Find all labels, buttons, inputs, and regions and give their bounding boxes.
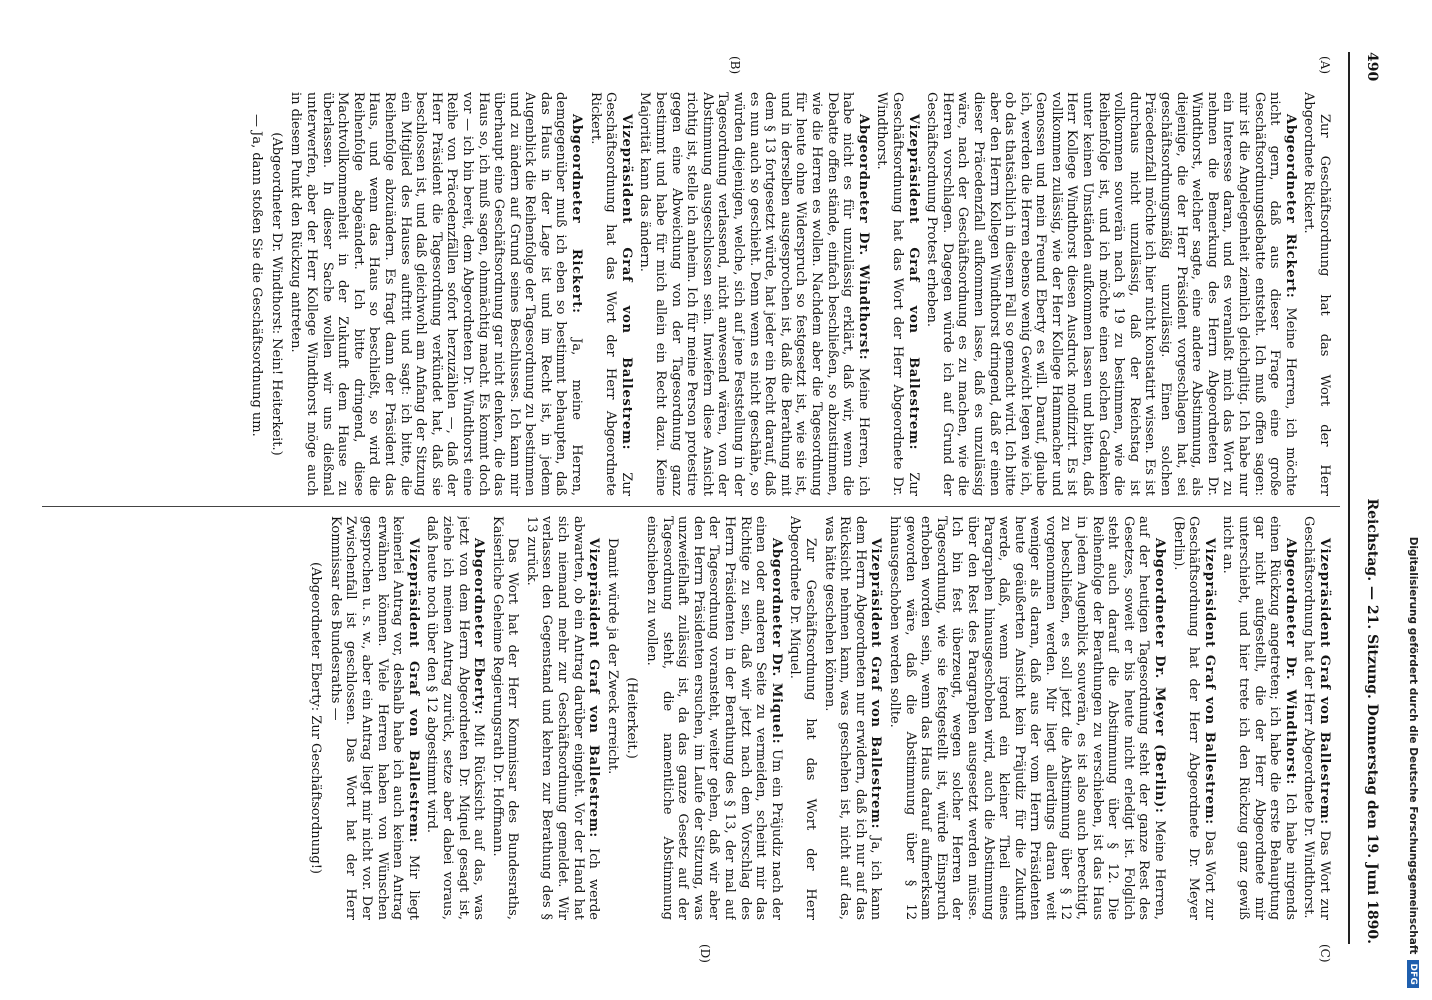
speaker-name: Abgeordneter Dr. Windthorst: — [855, 114, 871, 361]
speech-paragraph — [821, 516, 883, 920]
speaker-name: Abgeordneter Eberty: — [471, 538, 487, 716]
page-number: 490 — [1364, 52, 1380, 82]
paragraph-text: Das Wort hat der Herr Kommissar des Bundesraths, Kaiserliche Geheime Regierungsrath Dr. Hoffmann. — [489, 516, 521, 920]
paragraph-text: Das Wort zur Geschäftsordnung hat der Herr Abgeordnete Dr. Meyer (Berlin). — [1170, 516, 1217, 920]
paragraph-text: Meine Herren, auf der heutigen Tagesordnung steht der ganze Rest des Gesetzes, soweit er bis heute nicht erledigt ist. Folglich steht auch darauf die Abstimmung über § 12. Die Reihenfolge der Berathungen zu verschieben, ist das Haus in jedem Augenblick souverän, es ist also auch berechtigt, zu beschließen, es soll jetzt die Abstimmung über § 12 vorgenommen werden. Mir liegt allerdings daran weit weniger als daran, daß aus der vom Herrn Präsidenten heute geäußerten Ansicht kein Präjudiz für die Zukunft werde, daß, wenn irgend ein kleiner Theil eines Paragraphen hinausgeschoben wird, auch die Abstimmung über den Rest des Paragraphen ausgesetzt werden müsse. Ich bin fest überzeugt, wegen solcher Herren der Tagesordnung, wie sie festgestellt ist, würde Einspruch erhoben worden sein, wenn das Haus darauf aufmerksam geworden wäre, daß die Abstimmung über § 12 hinausgeschoben werden sollte. — [886, 516, 1168, 920]
right-column — [42, 516, 1332, 920]
speech-paragraph — [327, 516, 421, 920]
paragraph-text: Zur Geschäftsordnung hat das Wort der Herr Abgeordnete Rickert. — [587, 92, 634, 496]
paragraph-text: Ja, ich kann dem Herrn Abgeordneten nur erwidern, daß ich nur auf das Rücksicht nehmen kann, was geschehen ist, nicht auf das, was hätte geschehen können. — [821, 516, 884, 920]
speech-paragraph — [288, 92, 584, 496]
column-divider — [42, 506, 1340, 507]
speech-paragraph — [637, 92, 871, 496]
paragraph-text: Das Wort zur Geschäftsordnung hat der Herr Abgeordnete Dr. Windthorst. — [1301, 516, 1332, 920]
paragraph — [624, 516, 640, 920]
paragraph — [249, 92, 265, 496]
paragraph-text: Mit Rücksicht auf das, was jetzt von dem Herrn Abgeordneten Dr. Miquel gesagt ist, ziehe ich meinen Antrag zurück, setze aber dabei voraus, daß heute noch über den § 12 abgestimmt wird. — [424, 516, 487, 920]
paragraph — [268, 92, 284, 496]
speech-paragraph — [924, 92, 1298, 496]
speaker-name: Abgeordneter Rickert: — [1282, 114, 1298, 299]
margin-mark-c: (C) — [1318, 944, 1332, 963]
speaker-name: Vizepräsident Graf von Ballestrem: — [868, 538, 884, 830]
paragraph-text: Meine Herren, ich möchte nicht gern, daß aus dieser Frage eine große Geschäftsordnungsdebatte entsteht. Ich muß offen sagen: mir ist die Angelegenheit ziemlich gleichgiltig. Ich habe nur ein Interesse daran, und es veranlaßt mich das Wort zu nehmen die Bemerkung des Herrn Abgeordneten Dr. Windthorst, welcher sagte, eine andere Abstimmung, als diejenige, die der Herr Präsident vorgeschlagen hat, sei geschäftsordnungsmäßig unzulässig. Einen solchen Präcedenzfall möchte ich hier nicht konstatirt wissen. Es ist durchaus nicht unzulässig, daß der Reichstag ist vollkommen souverän nach § 19 zu bestimmen, wie die Reihenfolge ist, und ich möchte einen solchen Gedanken unter keinen Umständen aufkommen lassen und bitten, daß Herr Kollege Windthorst diesen Ausdruck modifizirt. Es ist vollkommen zulässig, wie der Herr Kollege Hammacher und Genossen und mein Freund Eberty es will. Darauf, glaube ich, werden die Herren ebenso wenig Gewicht legen wie ich, ob das thatsächlich in diesem Fall so gemacht wird. Ich bitte aber den Herrn Kollegen Windthorst dringend, daß er einen dieser Präcedenzfall aufkommen lasse, daß es unzulässig wäre, nach der Geschäftsordnung es zu machen, wie die Herren vorschlagen. Dagegen würde ich auf Grund der Geschäftsordnung Protest erheben. — [924, 92, 1298, 496]
paragraph — [787, 516, 818, 920]
paragraph-text: Zur Geschäftsordnung hat das Wort der Herr Abgeordnete Dr. Windthorst. — [874, 92, 921, 496]
speech-paragraph — [886, 516, 1167, 920]
margin-mark-d: (D) — [698, 944, 712, 963]
margin-mark-a: (A) — [1318, 56, 1332, 75]
speaker-name: Abgeordneter Dr. Windthorst: — [1282, 538, 1298, 785]
speaker-name: Vizepräsident Graf von Ballestrem: — [1201, 538, 1217, 825]
margin-mark-b: (B) — [728, 56, 742, 75]
paragraph-text: — Ja, dann stoßen Sie die Geschäftsordnung um. — [249, 114, 265, 437]
paragraph — [1301, 92, 1332, 496]
speech-paragraph — [523, 516, 601, 920]
speaker-name: Abgeordneter Dr. Meyer (Berlin): — [1152, 538, 1168, 814]
paragraph-text: Ja, meine Herren, demgegenüber muß ich eben so bestimmt behaupten, daß das Haus in der Lage ist und im Recht ist, in jedem Augenblick die Reihenfolge der Tagesordnung zu bestimmen und zu ändern auf Grund seines Beschlusses. Ich kann mir überhaupt eine Geschäftsordnung gar nicht denken, die das Haus so, ich muß sagen, ohnmächtig macht. Es kommt doch vor — ich bin bereit, dem Abgeordneten Dr. Windthorst eine Reihe von Präcedenzfällen sofort herzuzählen —, daß der Herr Präsident die Tagesordnung verkündet hat, daß sie beschlossen ist, und daß gleichwohl am Anfang der Sitzung ein Mitglied des Hauses auftritt und sagt: ich bitte, die Reihenfolge abzuändern. Es fragt dann der Präsident das Haus, und wenn das Haus so beschließt, so wird die Reihenfolge abgeändert. Ich bitte dringend, diese Machtvollkommenheit in der Zukunft dem Hause zu überlassen. In dieser Sache wollen wir uns dießmal unterwerfen, aber der Herr Kollege Windthorst möge auch in diesem Punkt den Rückzug antreten. — [288, 92, 585, 496]
paragraph-text: Ich werde abwarten, ob ein Antrag darüber eingeht. Vor der Hand hat sich niemand mehr zur Geschäftsordnung gemeldet. Wir verlassen den Gegenstand und kehren zur Berathung des § 13 zurück. — [523, 516, 602, 920]
paragraph-text: (Heiterkeit.) — [624, 677, 640, 759]
speech-paragraph — [1220, 516, 1298, 920]
paragraph-text: Mir liegt keinerlei Antrag vor, deshalb habe ich auch keinen Antrag erwähnen können. Viele Herren haben von Wünschen gesprochen u. s. w., aber ein Antrag liegt mir nicht vor. Der Zwischenfall ist geschlossen. Das Wort hat der Herr Kommissar des Bundesraths — — [327, 516, 421, 920]
speech-paragraph — [643, 516, 783, 920]
speaker-name: Vizepräsident Graf von Ballestrem: — [586, 538, 602, 838]
paragraph-text: (Abgeordneter Eberty: Zur Geschäftsordnung!) — [308, 562, 324, 874]
speech-paragraph — [1301, 516, 1332, 920]
paragraph — [308, 516, 324, 920]
speaker-name: Vizepräsident Graf von Ballestrem: — [618, 114, 634, 451]
left-column — [42, 92, 1332, 496]
speech-paragraph — [587, 92, 634, 496]
speaker-name: Abgeordneter Dr. Miquel: — [768, 538, 784, 745]
speaker-name: Vizepräsident Graf von Ballestrem: — [405, 538, 421, 844]
paragraph-text: Meine Herren, ich habe nicht es für unzulässig erklärt, daß wir, wenn die Debatte offen stände, einfach beschließen, so abzustimmen, wie die Herren es wollen. Nachdem aber die Tagesordnung für heute ohne Widerspruch so festgesetzt ist, wie sie ist, und in derselben ausgesprochen ist, daß die Berathung mit dem § 13 fortgesetzt würde, hat jeder ein Recht darauf, daß es nun auch so geschieht. Denn wenn es nicht geschähe, so würden diejenigen, welche, sich auf jene Feststellung in der Tagesordnung verlassend, nicht anwesend wären, von der Abstimmung ausgeschlossen sein. Inwiefern diese Ansicht richtig ist, stelle ich anheim. Ich für meine Person protestire gegen eine Abweichung von der Tagesordnung ganz bestimmt und habe für mich allein ein Recht dazu. Keine Majorität kann das ändern. — [637, 92, 871, 496]
header-rule — [1348, 52, 1350, 944]
running-title: Reichstag. — 21. Sitzung. Donnerstag den 19. Juni 1890. — [1364, 498, 1380, 944]
digitization-credit — [1402, 12, 1424, 988]
speaker-name: Abgeordneter Rickert: — [569, 114, 585, 314]
page-header — [1356, 52, 1380, 944]
dfg-logo: DFG — [1407, 960, 1419, 988]
credit-text: Digitalisierung gefördert durch die Deutsche Forschungsgemeinschaft — [1407, 536, 1419, 955]
speech-paragraph — [1170, 516, 1217, 920]
paragraph-text: Ich habe nirgends einen Rückzug angetreten; ich habe die erste Behauptung gar nicht aufgestellt, die der Herr Abgeordnete mir unterschiebt, und hier trete ich den Rückzug ganz gewiß nicht an. — [1220, 516, 1298, 920]
paragraph-text: (Abgeordneter Dr. Windthorst: Nein! Heiterkeit.) — [268, 132, 284, 456]
speech-paragraph — [874, 92, 921, 496]
paragraph-text: Zur Geschäftsordnung hat das Wort der Herr Abgeordnete Rickert. — [1301, 92, 1332, 496]
paragraph-text: Zur Geschäftsordnung hat das Wort der Herr Abgeordnete Dr. Miquel. — [787, 516, 818, 920]
speaker-name: Vizepräsident Graf von Ballestrem: — [905, 114, 921, 451]
paragraph-text: Um ein Präjudiz nach der einen oder anderen Seite zu vermeiden, scheint mir das Richtige zu sein, daß wir jetzt nach dem Vorschlag des Herrn Präsidenten in der Berathung des § 13, der mal auf der Tagesordnung voransteht, weiter gehen, daß wir aber den Herrn Präsidenten ersuchen, im Laufe der Sitzung, was unzweifelhaft zulässig ist, da das ganze Gesetz auf der Tagesordnung steht, die namentliche Abstimmung einschieben zu wollen. — [644, 516, 784, 920]
paragraph-text: Damit würde ja der Zweck erreicht. — [604, 538, 620, 775]
speaker-name: Vizepräsident Graf von Ballestrem: — [1317, 538, 1332, 825]
speech-paragraph — [424, 516, 486, 920]
paragraph — [604, 516, 620, 920]
paragraph — [489, 516, 520, 920]
